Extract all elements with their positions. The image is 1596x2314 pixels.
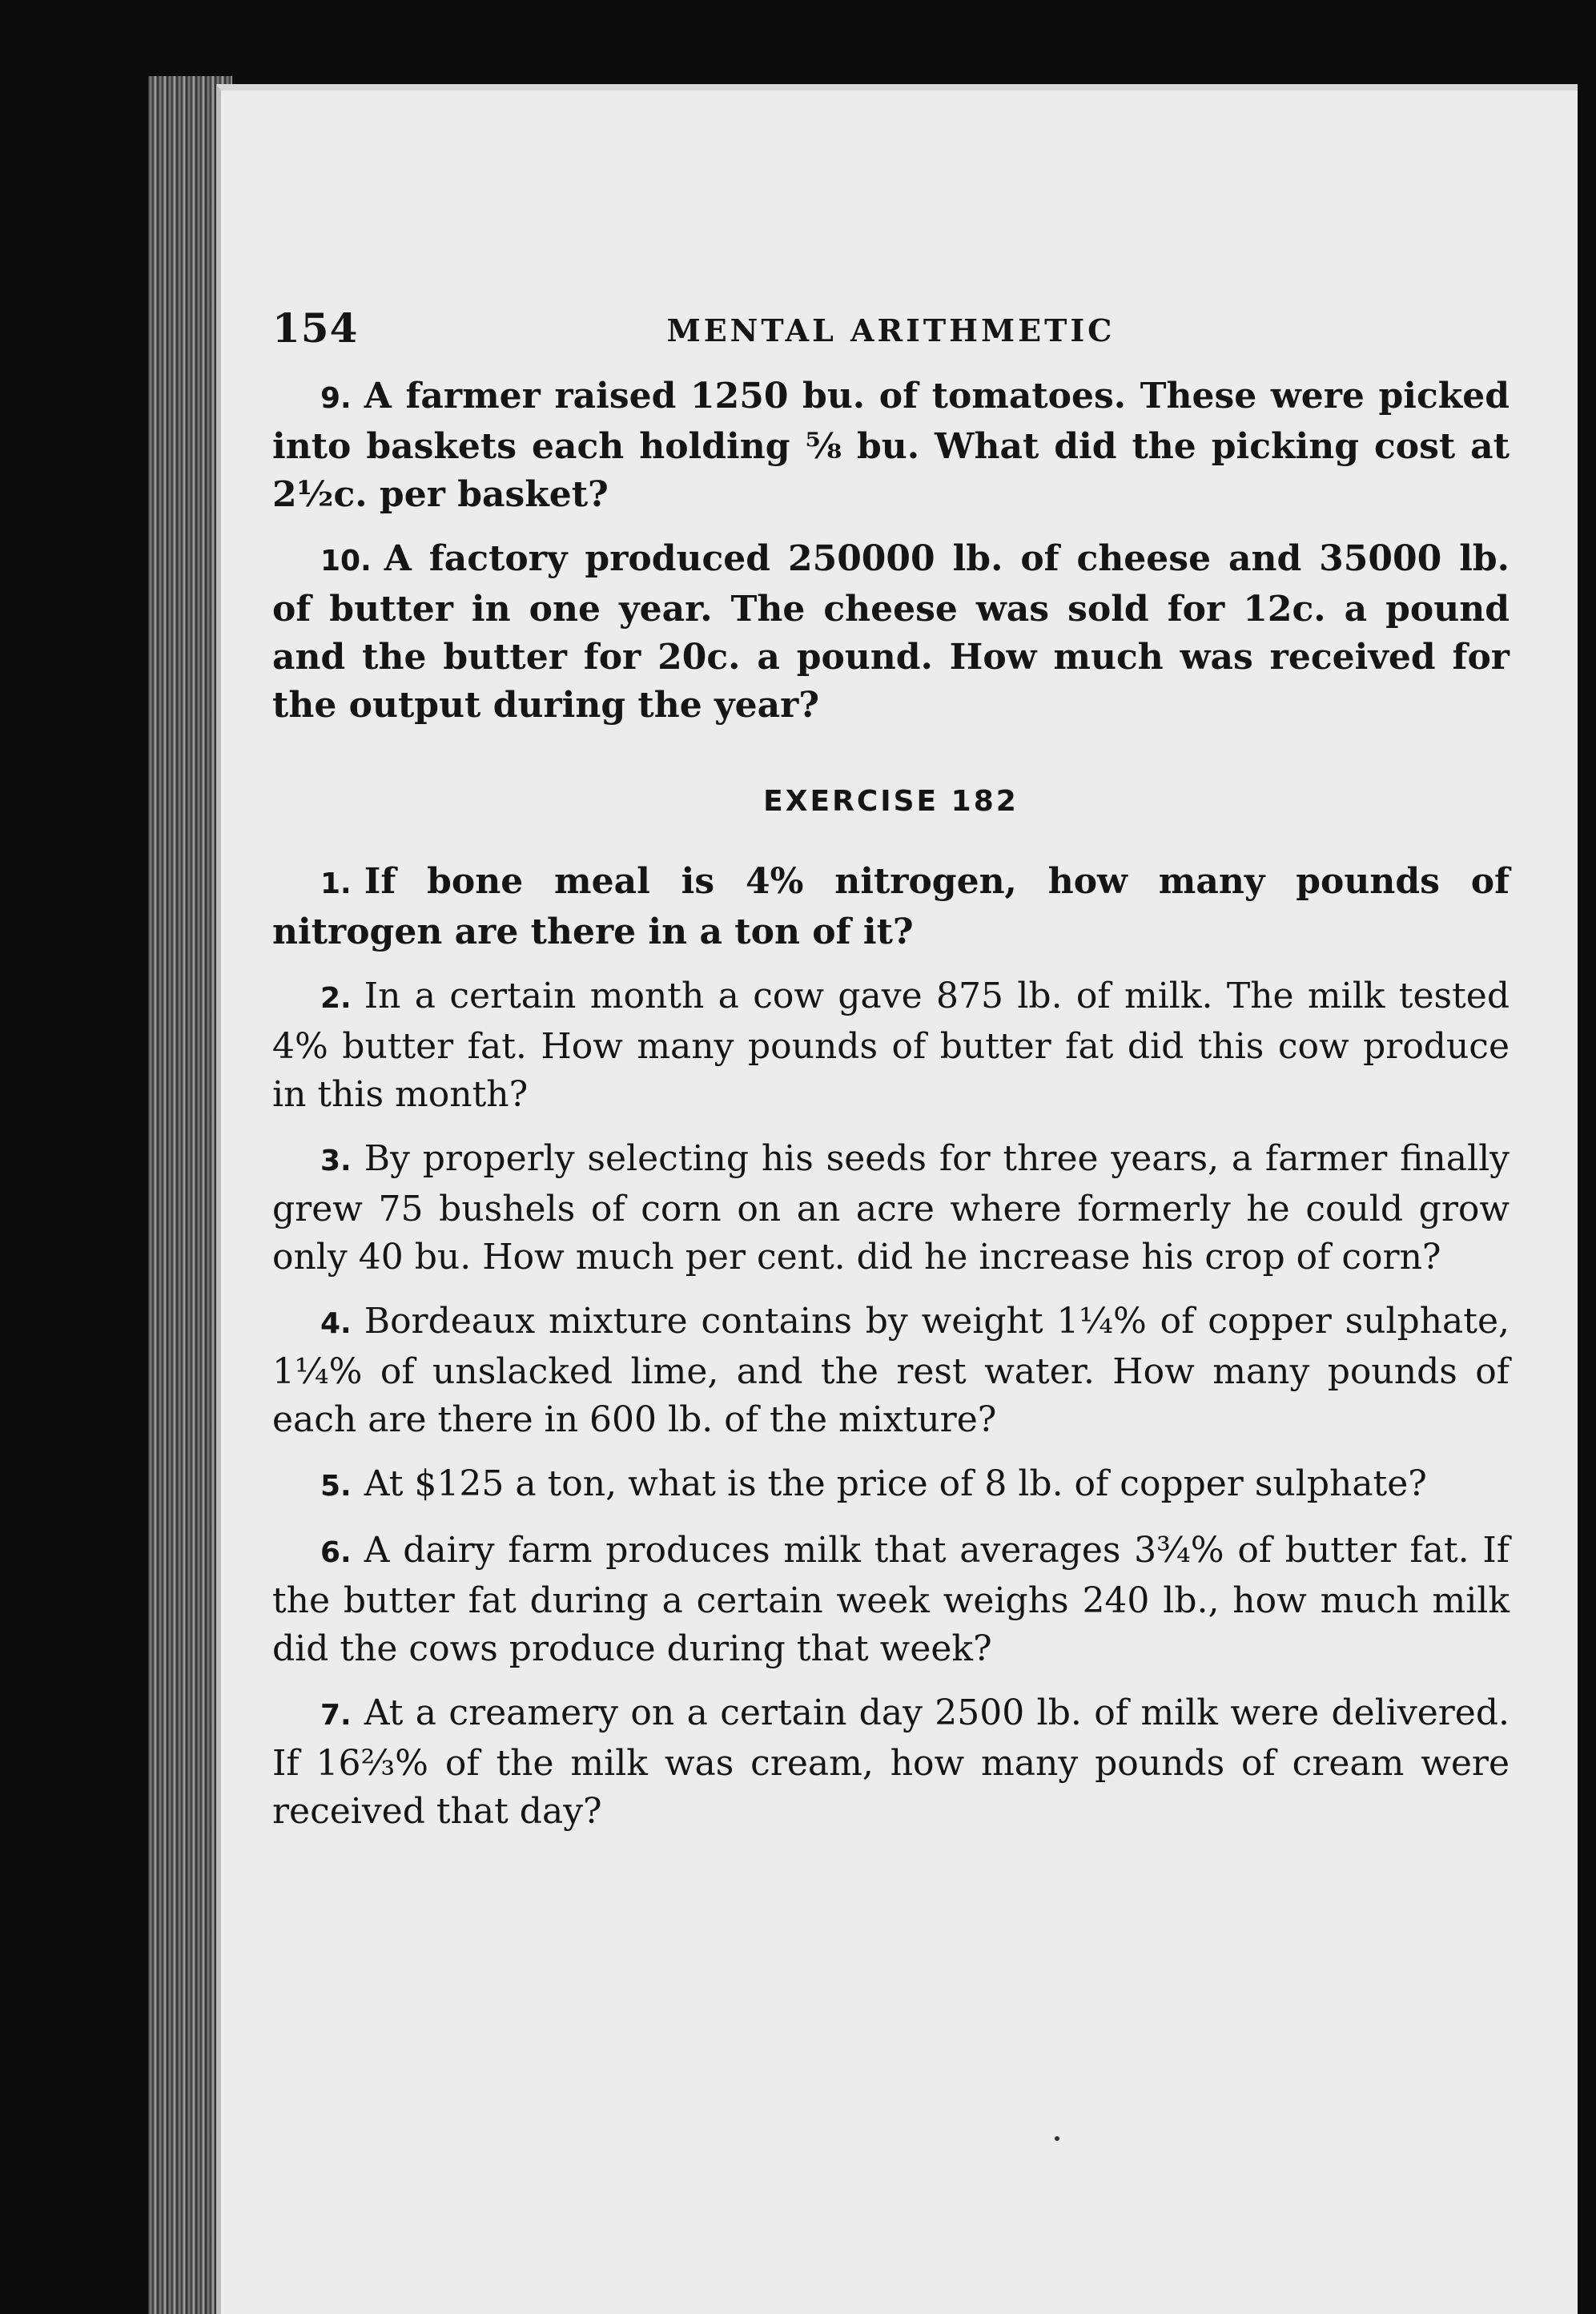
- problem-number: 1.: [320, 867, 352, 900]
- problem-number: 5.: [320, 1470, 352, 1503]
- problem-text: If bone meal is 4% nitrogen, how many pounds of nitrogen are there in a ton of it?: [272, 861, 1510, 952]
- problem-number: 6.: [320, 1536, 352, 1569]
- problem-item: [272, 1135, 1510, 1282]
- problem-text: A factory produced 250000 lb. of cheese and 35000 lb. of butter in one year. The cheese was sold for 12c. a pound and the butter for 20c. a pound. How much was received for the output during the year?: [272, 538, 1510, 726]
- problem-number: 4.: [320, 1307, 352, 1340]
- problem-item: [272, 858, 1510, 956]
- problem-text: At $125 a ton, what is the price of 8 lb. of copper sulphate?: [364, 1463, 1427, 1504]
- problem-text: By properly selecting his seeds for three years, a farmer finally grew 75 bushels of corn on an acre where formerly he could grow only 40 bu. How much per cent. did he increase his crop of corn?: [272, 1138, 1510, 1278]
- problem-text: A dairy farm produces milk that averages 3¾% of butter fat. If the butter fat during a certain week weighs 240 lb., how much milk did the cows produce during that week?: [272, 1530, 1510, 1669]
- page-number: 154: [272, 304, 359, 352]
- problem-text: A farmer raised 1250 bu. of tomatoes. These were picked into baskets each holding ⅝ bu. What did the picking cost at 2½c. per basket?: [272, 376, 1510, 515]
- running-head: MENTAL ARITHMETIC: [666, 312, 1116, 348]
- page-content: [272, 216, 1510, 1852]
- problem-number: 3.: [320, 1145, 352, 1177]
- problem-list: [272, 372, 1510, 1836]
- problem-item: [272, 372, 1510, 519]
- problem-item: [272, 1527, 1510, 1673]
- problem-number: 10.: [320, 545, 372, 577]
- exercise-heading: EXERCISE 182: [763, 785, 1019, 818]
- problem-number: 9.: [320, 382, 352, 415]
- problem-item: [272, 1689, 1510, 1836]
- problem-text: Bordeaux mixture contains by weight 1¼% of copper sulphate, 1¼% of unslacked lime, and the rest water. How many pounds of each are there in 600 lb. of the mixture?: [272, 1301, 1510, 1440]
- problem-number: 2.: [320, 982, 352, 1015]
- speck-mark: [1055, 2136, 1059, 2141]
- problem-text: At a creamery on a certain day 2500 lb. of milk were delivered. If 16⅔% of the milk was cream, how many pounds of cream were received that day?: [272, 1692, 1510, 1832]
- problem-item: [272, 535, 1510, 730]
- problem-item: [272, 1460, 1510, 1511]
- problem-item: [272, 972, 1510, 1119]
- page-header: [272, 216, 1510, 352]
- problem-number: 7.: [320, 1699, 352, 1732]
- problem-item: [272, 1298, 1510, 1444]
- problem-text: In a certain month a cow gave 875 lb. of milk. The milk tested 4% butter fat. How many pounds of butter fat did this cow produce in this month?: [272, 976, 1510, 1115]
